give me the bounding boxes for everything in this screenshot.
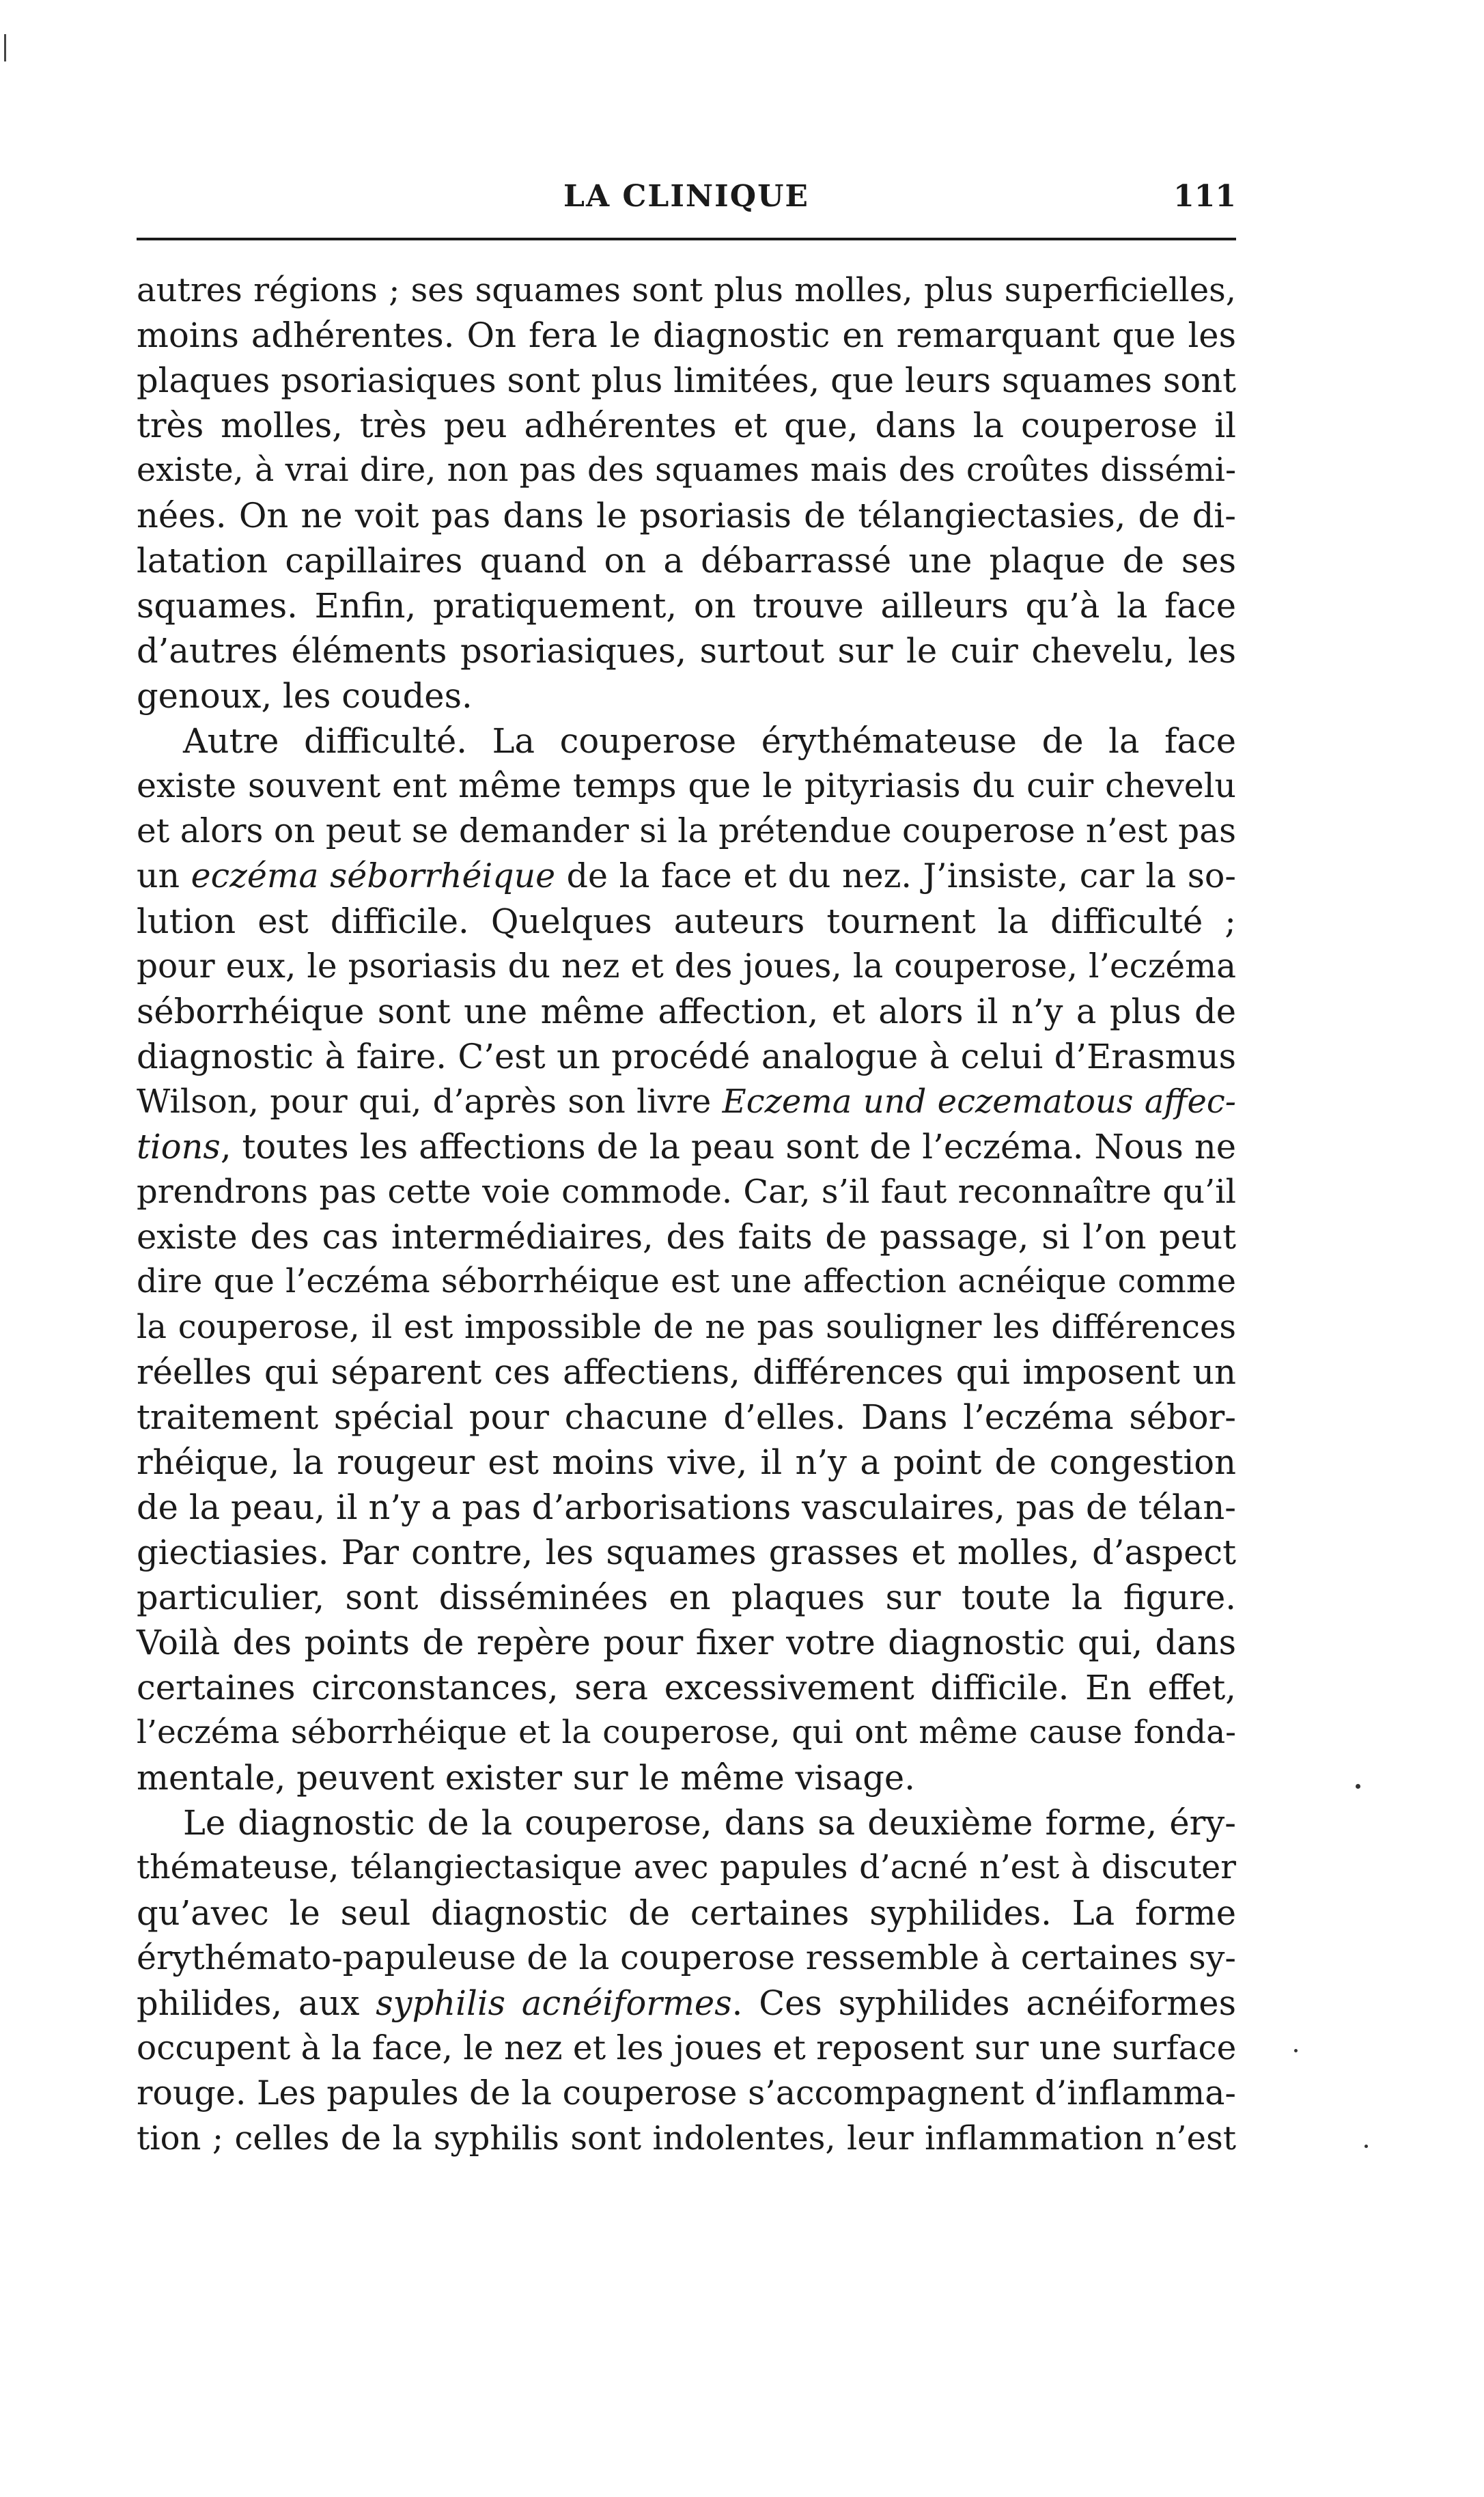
text-line: existe des cas intermédiaires, des faits de passage, si l’on peut [137,1217,1236,1257]
italic-title: eczéma séborrhéique [191,856,556,895]
text-line [137,1124,1236,1169]
text-line: nées. On ne voit pas dans le psoriasis de télangiectasies, de di- [137,496,1236,535]
text-line: Le diagnostic de la couperose, dans sa deuxième forme, éry- [183,1803,1236,1843]
text-line [137,854,1236,899]
text-line: la couperose, il est impossible de ne pas souligner les différences [137,1308,1236,1346]
text-line: particulier, sont disséminées en plaques sur toute la figure. [137,1578,1236,1617]
text-segment: , toutes les affections de la peau sont de l’eczéma. Nous ne [220,1127,1236,1167]
text-line: moins adhérentes. On fera le diagnostic en remarquant que les [137,316,1236,355]
text-line: rouge. Les papules de la couperose s’accompagnent d’inflamma- [137,2074,1236,2112]
text-line: occupent à la face, le nez et les joues et reposent sur une surface [137,2029,1237,2067]
text-line: érythémato-papuleuse de la couperose ressemble à certaines sy- [137,1938,1236,1977]
text-line: Autre difficulté. La couperose érythémateuse de la face [183,721,1236,761]
text-line: latation capillaires quand on a débarrassé une plaque de ses [137,541,1236,581]
text-line: dire que l’eczéma séborrhéique est une affection acnéique comme [137,1263,1236,1300]
italic-title: syphilis acnéiformes [376,1983,732,2023]
scan-speck [1364,2145,1368,2148]
text-line: certaines circonstances, sera excessivement difficile. En effet, [137,1668,1236,1707]
text-line: qu’avec le seul diagnostic de certaines syphilides. La forme [137,1893,1236,1933]
text-line: pour eux, le psoriasis du nez et des joues, la couperose, l’eczéma [137,947,1236,986]
text-segment: un [137,856,191,895]
text-line [137,1981,1236,2026]
text-line: Voilà des points de repère pour fixer votre diagnostic qui, dans [137,1623,1236,1662]
text-line: d’autres éléments psoriasiques, surtout sur le cuir chevelu, les [137,631,1236,671]
scan-speck [1356,1784,1360,1789]
text-line: et alors on peut se demander si la prétendue couperose n’est pas [137,812,1236,850]
text-line: autres régions ; ses squames sont plus molles, plus superficielles, [137,271,1236,309]
scan-speck [1294,2049,1298,2052]
text-line: très molles, très peu adhérentes et que, dans la couperose il [137,406,1236,445]
text-line: rhéique, la rougeur est moins vive, il n’y a point de congestion [137,1442,1236,1482]
text-line: existe souvent ent même temps que le pityriasis du cuir chevelu [137,766,1236,805]
text-line: mentale, peuvent exister sur le même visage. [137,1758,915,1798]
text-segment: de la face et du nez. J’insiste, car la so- [555,856,1236,895]
running-head [137,179,1236,220]
text-line: lution est difficile. Quelques auteurs tournent la difficulté ; [137,902,1236,941]
text-segment: . Ces syphilides acnéiformes [731,1983,1236,2023]
text-line: existe, à vrai dire, non pas des squames mais des croûtes dissémi- [137,451,1236,489]
text-line: prendrons pas cette voie commode. Car, s’il faut reconnaître qu’il [137,1173,1236,1211]
text-line: l’eczéma séborrhéique et la couperose, qui ont même cause fonda- [137,1714,1236,1751]
page-number: 111 [1173,179,1236,214]
body-text [137,268,1236,2161]
text-line: genoux, les coudes. [137,676,473,716]
scan-edge-mark [4,34,6,61]
header-rule [137,238,1236,240]
text-line: séborrhéique sont une même affection, et alors il n’y a plus de [137,992,1236,1031]
text-line: giectiasies. Par contre, les squames grasses et molles, d’aspect [137,1533,1236,1572]
text-line: tion ; celles de la syphilis sont indolentes, leur inflammation n’est [137,2119,1236,2158]
italic-title: tions [137,1127,221,1167]
text-line: plaques psoriasiques sont plus limitées, que leurs squames sont [137,361,1236,400]
text-line: réelles qui séparent ces affectiens, différences qui imposent un [137,1352,1236,1392]
text-line: traitement spécial pour chacune d’elles. Dans l’eczéma sébor- [137,1397,1236,1437]
text-line [137,1079,1236,1124]
text-line: diagnostic à faire. C’est un procédé analogue à celui d’Erasmus [137,1037,1236,1076]
text-line: squames. Enfin, pratiquement, on trouve ailleurs qu’à la face [137,586,1236,626]
running-title: LA CLINIQUE [563,179,809,214]
text-line: de la peau, il n’y a pas d’arborisations vasculaires, pas de télan- [137,1488,1236,1527]
text-line: thémateuse, télangiectasique avec papules d’acné n’est à discuter [137,1849,1236,1886]
italic-title: Eczema und eczematous affec- [722,1083,1237,1121]
text-segment: philides, aux [137,1983,376,2023]
text-segment: Wilson, pour qui, d’après son livre [137,1083,723,1121]
